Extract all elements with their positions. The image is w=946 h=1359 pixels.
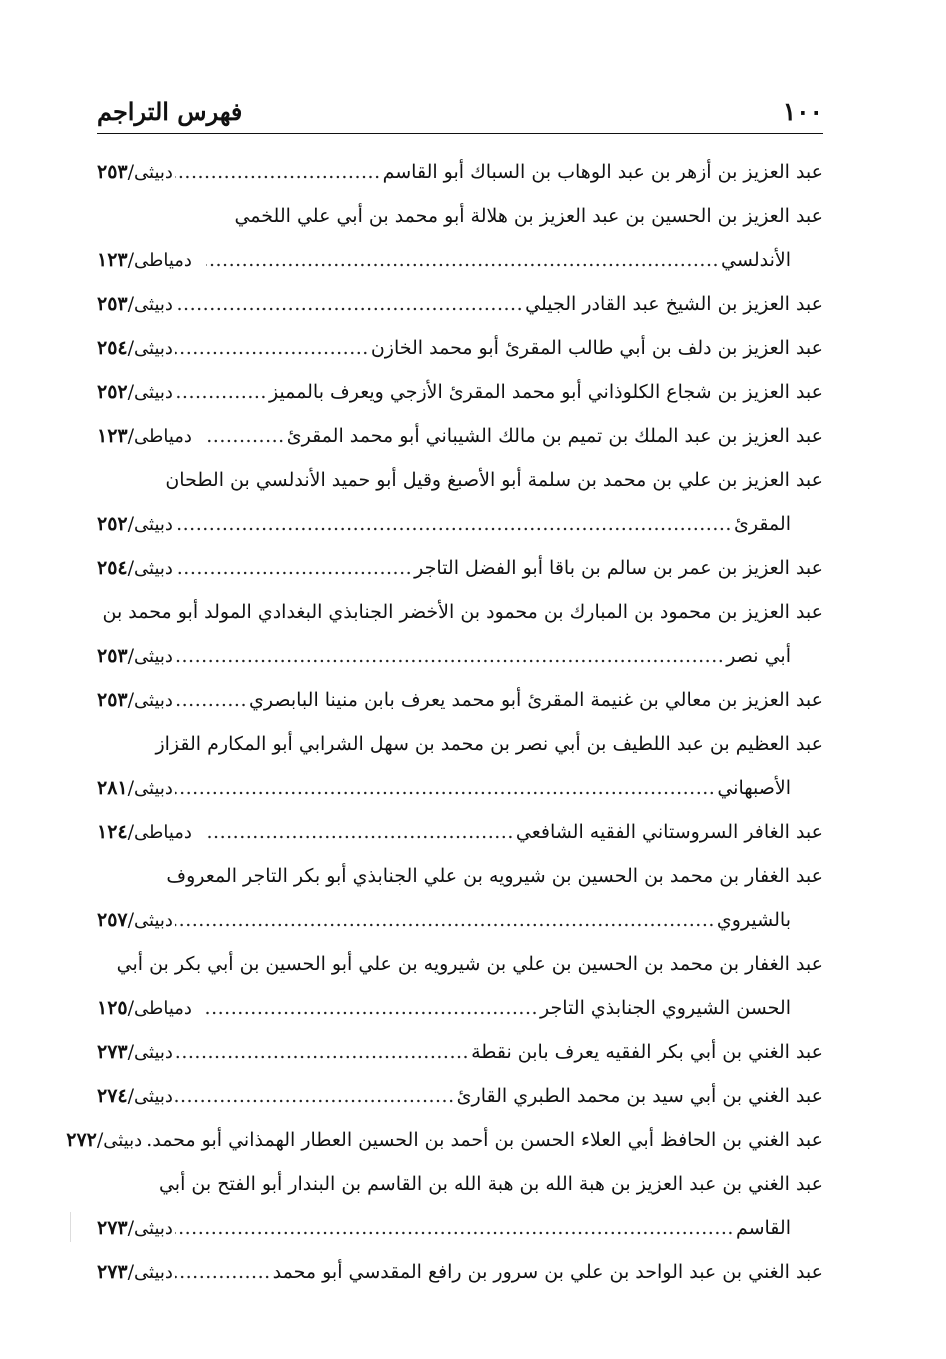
source-name: دبيثى (134, 162, 173, 183)
page-reference-number: ٢٥٢ (97, 513, 128, 535)
index-entry (97, 1250, 823, 1294)
reference-separator: / (127, 821, 135, 843)
entry-name-text: عبد الغني بن الحافظ أبي العلاء الحسن بن أحمد بن الحسين العطار الهمذاني أبو محمد. (146, 1129, 823, 1151)
reference-separator: / (127, 645, 135, 667)
entry-reference (97, 634, 173, 679)
source-name: دبيثى (134, 910, 173, 931)
page-reference-number: ٢٨١ (97, 777, 128, 799)
entry-line (97, 942, 823, 986)
entry-name-text: عبد العزيز بن عبد الملك بن تميم بن مالك الشيباني أبو محمد المقرئ (286, 425, 823, 447)
page-reference-number: ٢٥٣ (97, 689, 128, 711)
entry-continuation-line (97, 898, 823, 942)
entry-line (97, 810, 823, 854)
index-entry (97, 282, 823, 326)
index-entry (97, 150, 823, 194)
page-reference-number: ٢٧٣ (97, 1041, 128, 1063)
entry-reference (97, 150, 173, 195)
index-entry (97, 1162, 823, 1250)
entry-name-text: عبد العزيز بن الشيخ عبد القادر الجيلي (525, 293, 823, 315)
dot-leader (175, 546, 412, 590)
page-reference-number: ٢٧٤ (97, 1085, 128, 1107)
source-name: دبيثى (134, 778, 173, 799)
entry-reference (97, 326, 173, 371)
entry-name-text: عبد العزيز بن دلف بن أبي طالب المقرئ أبو محمد الخازن (370, 337, 823, 359)
source-name: دبيثى (134, 382, 173, 403)
entry-reference (97, 1074, 173, 1119)
reference-separator: / (96, 1129, 104, 1151)
entry-line (97, 150, 823, 194)
reference-separator: / (127, 1261, 135, 1283)
entry-continuation-line (97, 502, 823, 546)
dot-leader (175, 1206, 734, 1250)
entry-line (97, 194, 823, 238)
reference-separator: / (127, 293, 135, 315)
reference-separator: / (127, 557, 135, 579)
entry-reference (97, 282, 173, 327)
dot-leader (175, 370, 267, 414)
entry-name-text: القاسم (735, 1217, 791, 1239)
source-name: دبيثى (134, 514, 173, 535)
entry-reference (66, 1118, 142, 1163)
entry-continuation-line (97, 986, 823, 1030)
dot-leader (206, 986, 538, 1030)
reference-separator: / (127, 337, 135, 359)
entry-name-text: الحسن الشيروي الجنابذي التاجر (540, 997, 791, 1019)
entry-reference (97, 502, 173, 547)
dot-leader (175, 150, 381, 194)
index-entry (97, 1074, 823, 1118)
index-entries (66, 150, 823, 1294)
dot-leader (206, 414, 285, 458)
dot-leader (175, 502, 732, 546)
entry-name-text: المقرئ (733, 513, 791, 535)
entry-name-text: عبد العزيز بن الحسين بن عبد العزيز بن هلالة أبو محمد بن أبي علي اللخمي (234, 205, 823, 227)
source-name: دبيثى (134, 338, 173, 359)
dot-leader (206, 810, 514, 854)
page-reference-number: ٢٥٣ (97, 645, 128, 667)
index-entry (97, 546, 823, 590)
page-header (97, 92, 823, 126)
entry-name-text: عبد العزيز بن شجاع الكلوذاني أبو محمد المقرئ الأزجي ويعرف بالمميز (268, 381, 823, 403)
source-name: دبيثى (134, 1042, 173, 1063)
entry-reference (97, 370, 173, 415)
index-entry (97, 678, 823, 722)
entry-line (97, 370, 823, 414)
reference-separator: / (127, 513, 135, 535)
index-entry (66, 1118, 823, 1162)
index-entry (97, 942, 823, 1030)
dot-leader (175, 634, 724, 678)
index-entry (97, 414, 823, 458)
source-name: دمياطى (134, 250, 192, 271)
entry-line (97, 678, 823, 722)
page-reference-number: ٢٥٧ (97, 909, 128, 931)
page-reference-number: ٢٧٢ (66, 1129, 97, 1151)
entry-name-text: عبد الغني بن عبد الواحد بن علي بن سرور بن رافع المقدسي أبو محمد (272, 1261, 823, 1283)
reference-separator: / (127, 997, 135, 1019)
header-rule (97, 133, 823, 134)
index-entry (97, 326, 823, 370)
entry-reference (97, 1206, 173, 1251)
entry-name-text: عبد الغني بن أبي بكر الفقيه يعرف بابن نقطة (471, 1041, 823, 1063)
entry-name-text: عبد الغفار بن محمد بن الحسين بن شيرويه بن علي الجنابذي أبو بكر التاجر المعروف (166, 865, 823, 887)
entry-line (97, 1250, 823, 1294)
source-name: دبيثى (103, 1130, 143, 1151)
entry-line (97, 590, 823, 634)
entry-name-text: عبد الغني بن عبد العزيز بن هبة الله بن هبة الله بن القاسم بن البندار أبو الفتح بن أبي (158, 1173, 823, 1195)
entry-reference (97, 1030, 173, 1075)
page-reference-number: ١٢٣ (97, 249, 128, 271)
reference-separator: / (127, 1085, 135, 1107)
dot-leader (175, 678, 247, 722)
entry-reference (97, 678, 173, 723)
index-entry (97, 810, 823, 854)
entry-name-text: عبد العزيز بن أزهر بن عبد الوهاب بن السباك أبو القاسم (382, 161, 823, 183)
entry-reference (97, 766, 173, 811)
entry-line (97, 854, 823, 898)
entry-reference (97, 1250, 173, 1295)
source-name: دبيثى (134, 1262, 173, 1283)
index-entry (97, 1030, 823, 1074)
source-name: دبيثى (134, 558, 173, 579)
source-name: دبيثى (134, 690, 173, 711)
index-entry (97, 194, 823, 282)
source-name: دمياطى (134, 822, 192, 843)
page-reference-number: ٢٧٣ (97, 1217, 128, 1239)
page-reference-number: ١٢٣ (97, 425, 128, 447)
entry-name-text: بالشيروي (716, 909, 791, 931)
reference-separator: / (127, 161, 135, 183)
page-number: ١٠٠ (782, 97, 823, 126)
dot-leader (175, 1074, 455, 1118)
page-reference-number: ٢٥٣ (97, 293, 128, 315)
reference-separator: / (127, 777, 135, 799)
dot-leader (175, 282, 523, 326)
reference-separator: / (127, 249, 135, 271)
page-reference-number: ٢٥٢ (97, 381, 128, 403)
entry-line (97, 326, 823, 370)
index-entry (97, 458, 823, 546)
entry-name-text: عبد العزيز بن محمود بن المبارك بن محمود بن الأخضر الجنابذي البغدادي المولد أبو محمد بن (102, 601, 823, 623)
entry-reference (97, 238, 204, 283)
source-name: دبيثى (134, 294, 173, 315)
page-reference-number: ٢٥٣ (97, 161, 128, 183)
entry-line (66, 1118, 823, 1162)
entry-reference (97, 898, 173, 943)
entry-line (97, 546, 823, 590)
index-entry (97, 722, 823, 810)
entry-reference (97, 986, 204, 1031)
page-reference-number: ٢٧٣ (97, 1261, 128, 1283)
entry-line (97, 1162, 823, 1206)
entry-line (97, 722, 823, 766)
entry-name-text: أبي نصر (726, 645, 791, 667)
entry-line (97, 414, 823, 458)
dot-leader (206, 238, 719, 282)
entry-name-text: الأصبهاني (717, 777, 791, 799)
source-name: دمياطى (134, 998, 192, 1019)
page-title: فهرس التراجم (97, 97, 243, 126)
dot-leader (175, 1250, 271, 1294)
index-entry (97, 854, 823, 942)
reference-separator: / (127, 1217, 135, 1239)
reference-separator: / (127, 689, 135, 711)
entry-line (97, 282, 823, 326)
entry-name-text: عبد الغني بن أبي سيد بن محمد الطبري القارئ (456, 1085, 823, 1107)
entry-continuation-line (97, 238, 823, 282)
entry-name-text: الأندلسي (721, 249, 791, 271)
dot-leader (175, 898, 715, 942)
entry-name-text: عبد العزيز بن علي بن محمد بن سلمة أبو الأصبغ وقيل أبو حميد الأندلسي بن الطحان (165, 469, 823, 491)
entry-reference (97, 810, 204, 855)
dot-leader (175, 766, 715, 810)
entry-name-text: عبد العظيم بن عبد اللطيف بن أبي نصر بن محمد بن سهل الشرابي أبو المكارم القزاز (155, 733, 823, 755)
source-name: دمياطى (134, 426, 192, 447)
page-reference-number: ٢٥٤ (97, 337, 128, 359)
entry-name-text: عبد الغافر السروستاني الفقيه الشافعي (515, 821, 823, 843)
entry-continuation-line (97, 1206, 823, 1250)
source-name: دبيثى (134, 1086, 173, 1107)
dot-leader (175, 326, 369, 370)
reference-separator: / (127, 381, 135, 403)
entry-continuation-line (97, 634, 823, 678)
source-name: دبيثى (134, 1218, 173, 1239)
entry-line (97, 1074, 823, 1118)
entry-name-text: عبد الغفار بن محمد بن الحسين بن علي بن شيرويه بن علي أبو الحسين بن أبي بكر بن أبي (116, 953, 823, 975)
reference-separator: / (127, 1041, 135, 1063)
entry-name-text: عبد العزيز بن عمر بن سالم بن باقا أبو الفضل التاجر (414, 557, 823, 579)
entry-name-text: عبد العزيز بن معالي بن غنيمة المقرئ أبو محمد يعرف بابن منينا البابصري (249, 689, 823, 711)
entry-continuation-line (97, 766, 823, 810)
page-reference-number: ١٢٤ (97, 821, 128, 843)
dot-leader (175, 1030, 469, 1074)
entry-reference (97, 546, 173, 591)
reference-separator: / (127, 425, 135, 447)
entry-line (97, 1030, 823, 1074)
entry-reference (97, 414, 204, 459)
entry-line (97, 458, 823, 502)
index-entry (97, 590, 823, 678)
page-reference-number: ١٢٥ (97, 997, 128, 1019)
scan-margin-mark (70, 1212, 75, 1242)
source-name: دبيثى (134, 646, 173, 667)
page-reference-number: ٢٥٤ (97, 557, 128, 579)
index-entry (97, 370, 823, 414)
reference-separator: / (127, 909, 135, 931)
